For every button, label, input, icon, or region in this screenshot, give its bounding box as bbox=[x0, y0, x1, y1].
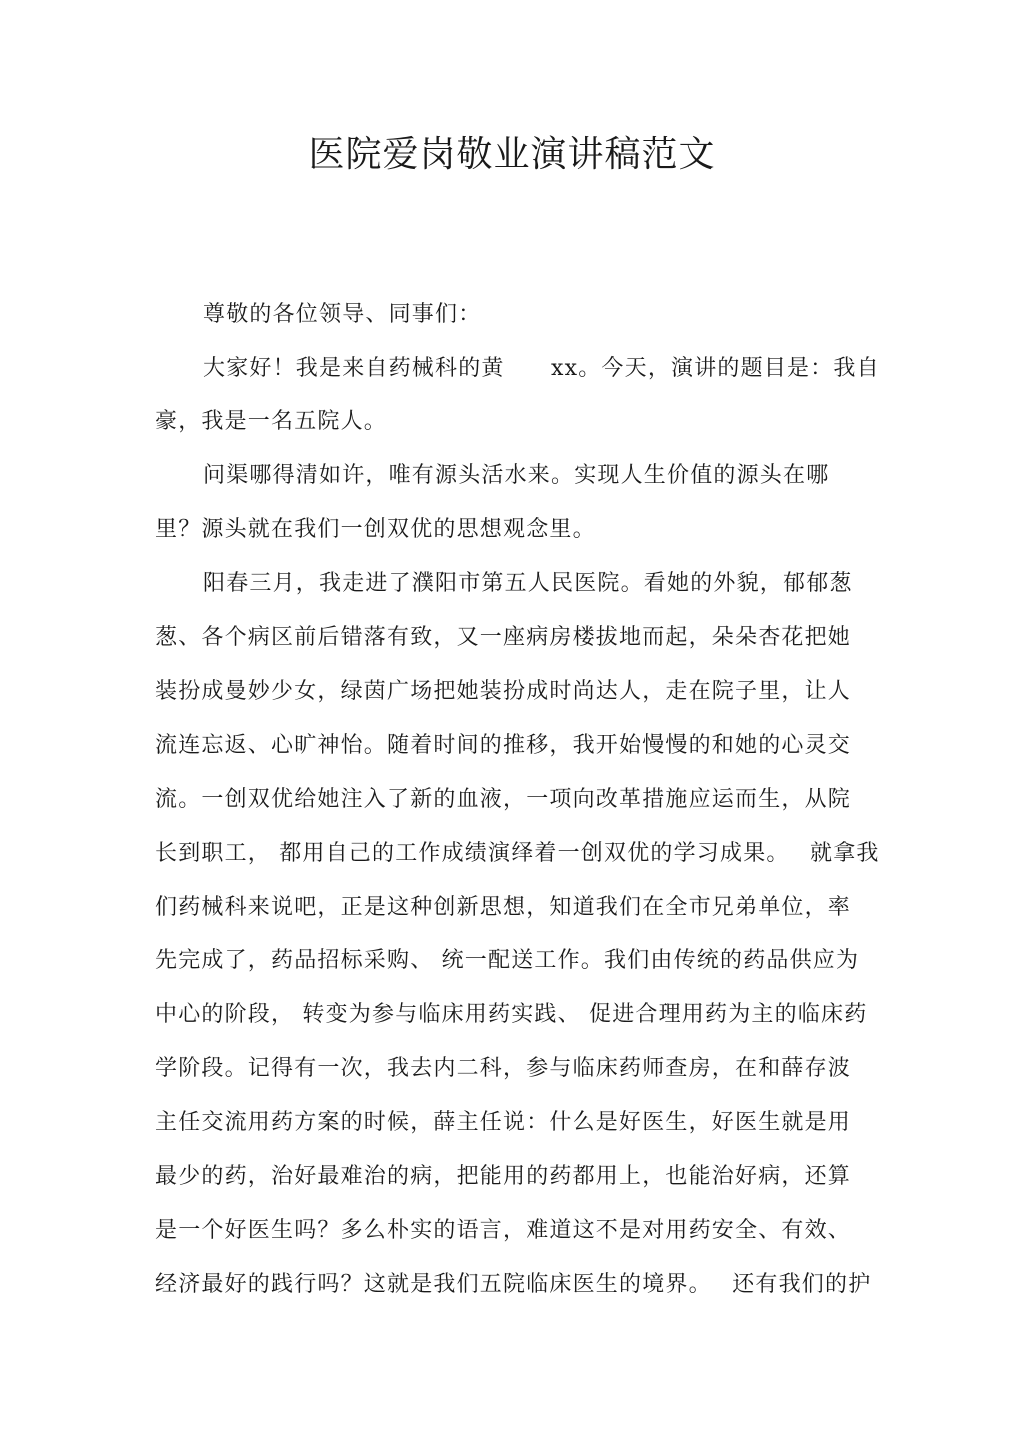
paragraph-line: 豪，我是一名五院人。 bbox=[155, 409, 388, 434]
paragraph-line: 主任交流用药方案的时候，薛主任说：什么是好医生，好医生就是用 bbox=[155, 1110, 852, 1135]
salutation-line: 尊敬的各位领导、同事们： bbox=[203, 302, 482, 327]
paragraph-line: 流。一创双优给她注入了新的血液，一项向改革措施应运而生，从院 bbox=[155, 787, 852, 812]
paragraph-line: 长到职工， 都用自己的工作成绩演绎着一创双优的学习成果。 就拿我 bbox=[155, 841, 880, 866]
paragraph-line: 问渠哪得清如许，唯有源头活水来。实现人生价值的源头在哪 bbox=[203, 463, 830, 488]
paragraph-line: 葱、各个病区前后错落有致，又一座病房楼拔地而起，朵朵杏花把她 bbox=[155, 625, 852, 650]
paragraph-line: 们药械科来说吧，正是这种创新思想，知道我们在全市兄弟单位，率 bbox=[155, 895, 852, 920]
paragraph-line: 最少的药，治好最难治的病，把能用的药都用上，也能治好病，还算 bbox=[155, 1164, 852, 1189]
document-title: 医院爱岗敬业演讲稿范文 bbox=[308, 134, 716, 175]
paragraph-line: 里？源头就在我们一创双优的思想观念里。 bbox=[155, 517, 596, 542]
paragraph-line: 是一个好医生吗？多么朴实的语言，难道这不是对用药安全、有效、 bbox=[155, 1218, 852, 1243]
paragraph-line: 经济最好的践行吗？这就是我们五院临床医生的境界。 还有我们的护 bbox=[155, 1272, 872, 1297]
paragraph-line: 流连忘返、心旷神怡。随着时间的推移，我开始慢慢的和她的心灵交 bbox=[155, 733, 852, 758]
paragraph-line: 中心的阶段， 转变为参与临床用药实践、 促进合理用药为主的临床药 bbox=[155, 1002, 868, 1027]
paragraph-line: 大家好！我是来自药械科的黄 xx。今天，演讲的题目是：我自 bbox=[203, 356, 880, 381]
paragraph-line: 先完成了，药品招标采购、 统一配送工作。我们由传统的药品供应为 bbox=[155, 948, 860, 973]
paragraph-line: 装扮成曼妙少女，绿茵广场把她装扮成时尚达人，走在院子里，让人 bbox=[155, 679, 852, 704]
paragraph-line: 阳春三月，我走进了濮阳市第五人民医院。看她的外貌，郁郁葱 bbox=[203, 571, 853, 596]
paragraph-line: 学阶段。记得有一次，我去内二科，参与临床药师查房，在和薛存波 bbox=[155, 1056, 852, 1081]
